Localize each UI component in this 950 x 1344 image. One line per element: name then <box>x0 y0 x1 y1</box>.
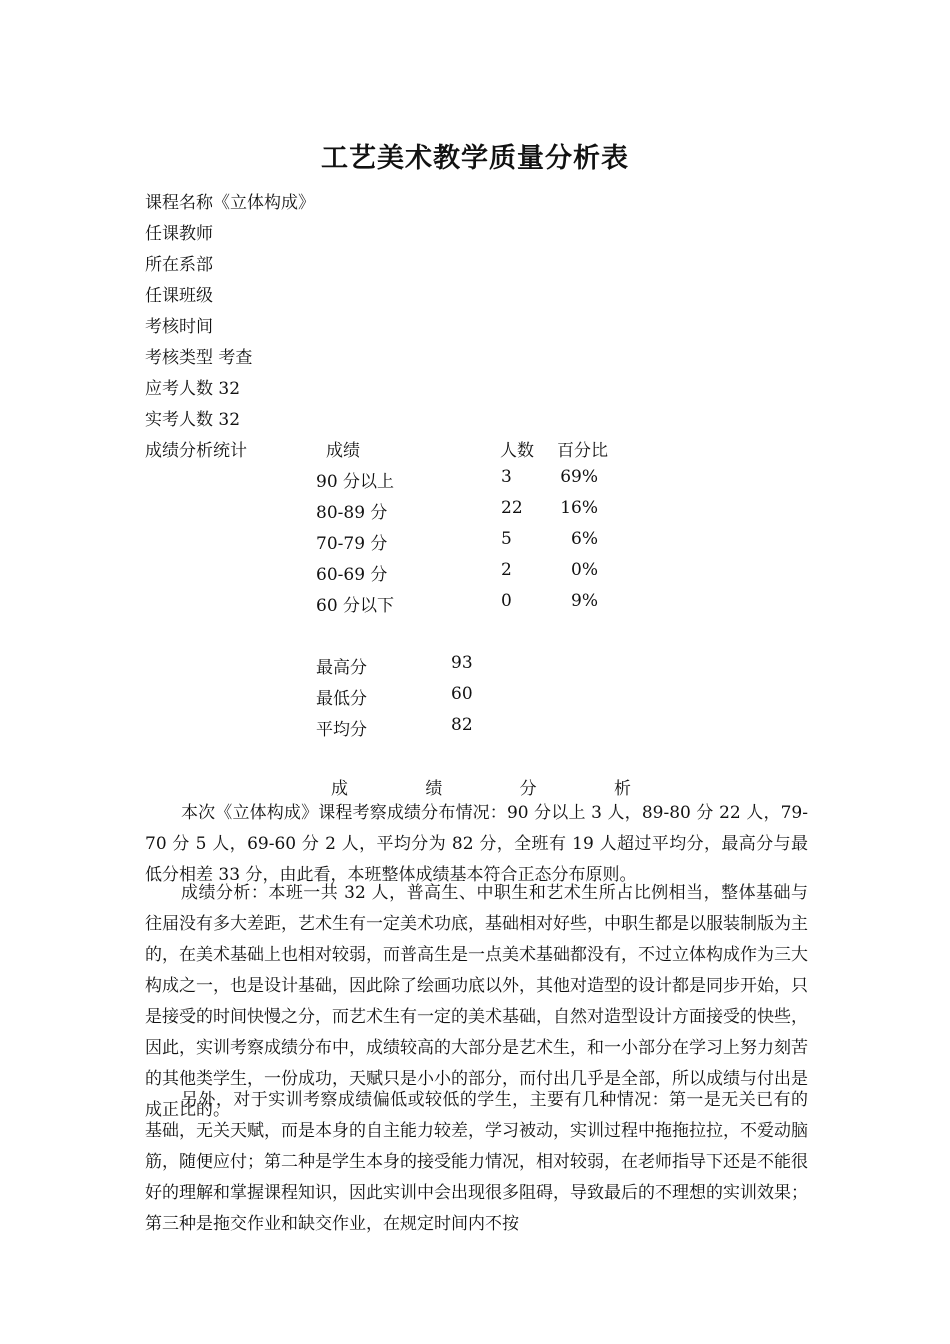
header-percent: 百分比 <box>557 441 608 461</box>
analysis-heading <box>331 774 631 799</box>
analysis-heading-char: 绩 <box>425 779 443 799</box>
row-percent: 69% <box>560 467 598 487</box>
summary-value-min: 60 <box>451 684 473 704</box>
row-range: 80-89 分 <box>316 503 388 523</box>
summary-label-max: 最高分 <box>316 658 367 678</box>
row-count: 2 <box>501 560 512 580</box>
analysis-heading-char: 析 <box>613 779 631 799</box>
row-count: 5 <box>501 529 512 549</box>
analysis-paragraph-3: 另外，对于实训考察成绩偏低或较低的学生，主要有几种情况：第一是无关已有的基础，无关天赋，而是本身的自主能力较差，学习被动，实训过程中拖拖拉拉，不爱动脑筋，随便应付；第二种是学生本身的接受能力情况，相对较弱，在老师指导下还是不能很好的理解和掌握课程知识，因此实训中会出现很多阻碍，导致最后的不理想的实训效果；第三种是拖交作业和缺交作业，在规定时间内不按 <box>145 1090 808 1234</box>
row-count: 22 <box>501 498 523 518</box>
header-count: 人数 <box>500 441 534 461</box>
exam-type-field: 考核类型 考查 <box>145 348 253 368</box>
course-name-field: 课程名称《立体构成》 <box>145 193 315 213</box>
analysis-paragraph-1: 本次《立体构成》课程考察成绩分布情况：90 分以上 3 人，89-80 分 22 人，79-70 分 5 人，69-60 分 2 人，平均分为 82 分，全班有 19 人超过平均分，最高分与最低分相差 33 分，由此看，本班整体成绩基本符合正态分布原则。 <box>145 803 808 885</box>
row-range: 60-69 分 <box>316 565 388 585</box>
row-count: 3 <box>501 467 512 487</box>
exam-time-field: 考核时间 <box>145 317 213 337</box>
analysis-heading-char: 成 <box>331 779 348 799</box>
document-title: 工艺美术教学质量分析表 <box>321 143 629 174</box>
row-count: 0 <box>501 591 512 611</box>
summary-label-avg: 平均分 <box>316 720 367 740</box>
teacher-field: 任课教师 <box>145 224 213 244</box>
row-percent: 16% <box>560 498 598 518</box>
stats-section-label: 成绩分析统计 <box>145 441 247 461</box>
summary-value-avg: 82 <box>451 715 473 735</box>
department-field: 所在系部 <box>145 255 213 275</box>
row-range: 90 分以上 <box>316 472 395 492</box>
actual-count-field: 实考人数 32 <box>145 410 241 430</box>
row-range: 60 分以下 <box>316 596 395 616</box>
row-percent: 0% <box>571 560 598 580</box>
row-percent: 6% <box>571 529 598 549</box>
header-grade: 成绩 <box>326 441 360 461</box>
summary-value-max: 93 <box>451 653 473 673</box>
expected-count-field: 应考人数 32 <box>145 379 241 399</box>
row-percent: 9% <box>571 591 598 611</box>
row-range: 70-79 分 <box>316 534 388 554</box>
summary-label-min: 最低分 <box>316 689 367 709</box>
class-field: 任课班级 <box>145 286 213 306</box>
analysis-paragraph-2: 成绩分析：本班一共 32 人，普高生、中职生和艺术生所占比例相当，整体基础与往届没有多大差距，艺术生有一定美术功底，基础相对好些，中职生都是以服装制版为主的，在美术基础上也相对较弱，而普高生是一点美术基础都没有，不过立体构成作为三大构成之一，也是设计基础，因此除了绘画功底以外，其他对造型的设计都是同步开始，只是接受的时间快慢之分，而艺术生有一定的美术基础，自然对造型设计方面接受的快些，因此，实训考察成绩分布中，成绩较高的大部分是艺术生，和一小部分在学习上努力刻苦的其他类学生，一份成功，天赋只是小小的部分，而付出几乎是全部，所以成绩与付出是成正比的。 <box>145 883 808 1120</box>
analysis-heading-char: 分 <box>519 779 537 799</box>
